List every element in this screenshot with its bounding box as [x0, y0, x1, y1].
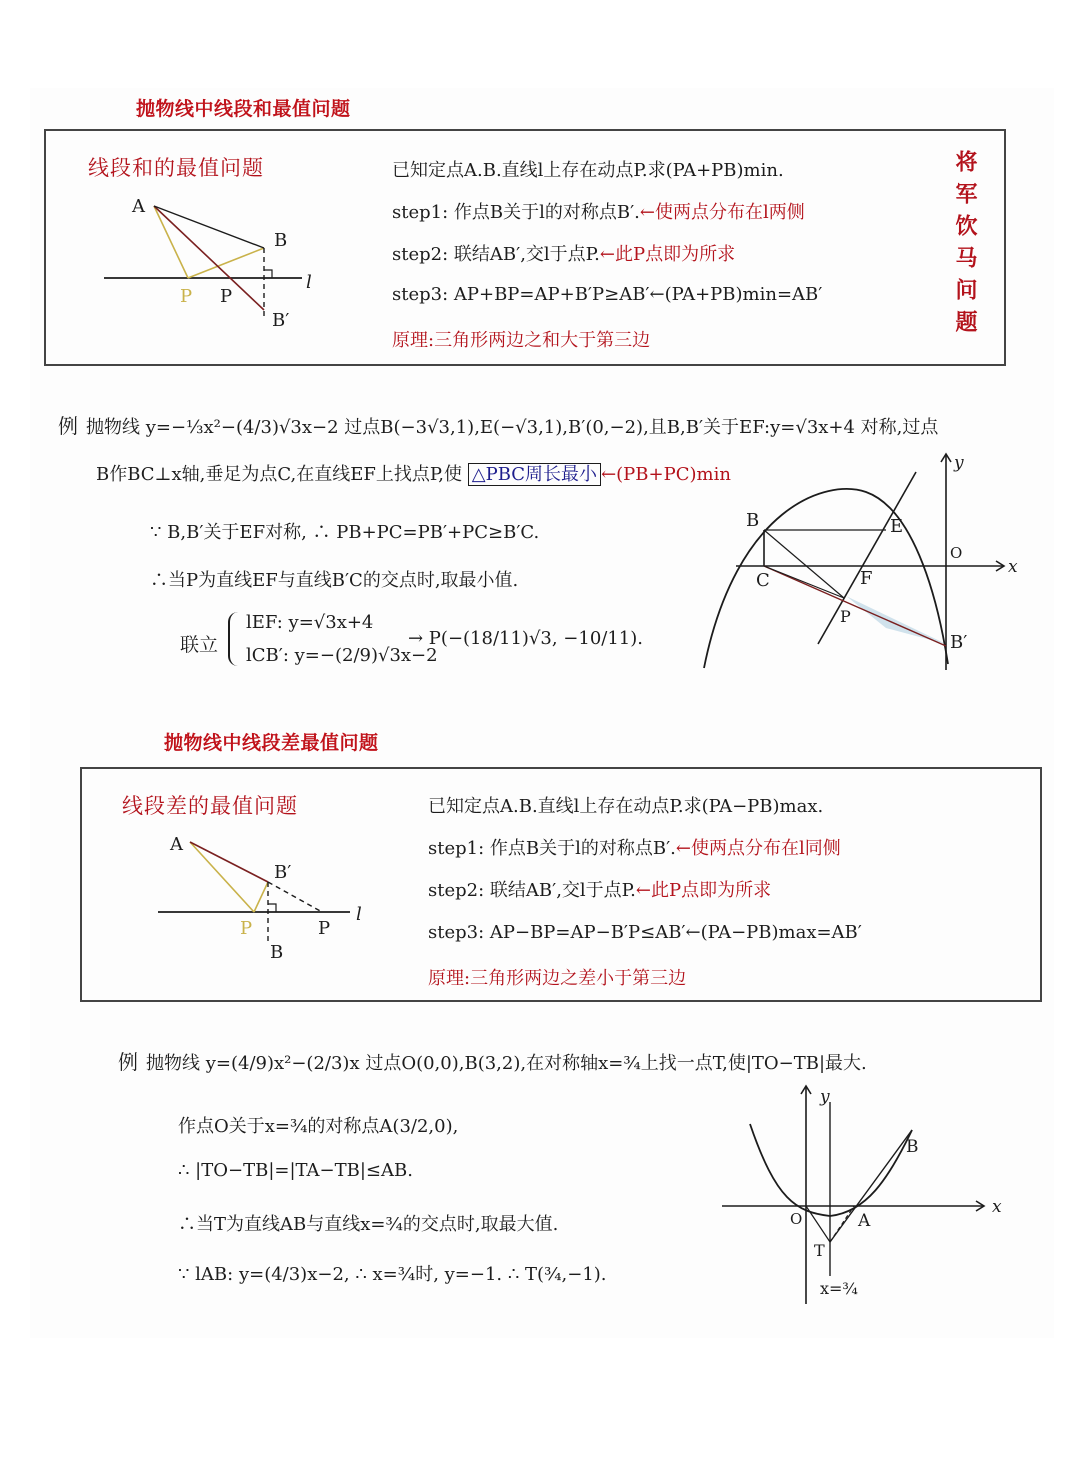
- label-p: P: [220, 286, 233, 307]
- label-symmetry-axis: x=¾: [820, 1279, 858, 1298]
- segment-sum-diagram: [96, 190, 336, 340]
- label-f: F: [860, 568, 873, 589]
- section1-principle: 原理:三角形两边之和大于第三边: [392, 330, 651, 351]
- label-x: x: [1008, 557, 1018, 577]
- segment-c-p: [764, 566, 844, 598]
- label-b: B: [270, 942, 284, 963]
- parabola-curve: [750, 1124, 912, 1216]
- example2-parabola-graph: [716, 1080, 1016, 1310]
- section1-step3-text: step3: AP+BP=AP+B′P≥AB′: [392, 284, 650, 305]
- example1-prefix: 例: [58, 414, 78, 438]
- segment-b-p: [764, 530, 844, 598]
- section2-step3-note: ←(PA−PB)max=AB′: [685, 922, 862, 943]
- section2-step1-note: ←使两点分布在l同侧: [675, 838, 841, 859]
- shaded-region: [764, 530, 946, 644]
- label-a: A: [858, 1211, 871, 1231]
- section1-step2: [392, 240, 735, 266]
- example1-line1-text: 抛物线 y=−⅓x²−(4/3)√3x−2 过点B(−3√3,1),E(−√3,1),B′(0,−2),且B,B′关于EF:y=√3x+4 对称,过点: [86, 417, 939, 438]
- example2-step2: ∴ |TO−TB|=|TA−TB|≤AB.: [178, 1160, 413, 1181]
- side-word-general-horse: 将军饮马问题: [952, 150, 978, 342]
- section2-step1: [428, 834, 841, 860]
- example2-line1-text: 抛物线 y=(4/9)x²−(2/3)x 过点O(0,0),B(3,2),在对称轴x=¾上找一点T,使|TO−TB|最大.: [146, 1053, 867, 1074]
- right-angle-mark: [264, 270, 272, 278]
- example2-step4: ∵ lAB: y=(4/3)x−2, ∴ x=¾时, y=−1. ∴ T(¾,−1).: [178, 1264, 607, 1285]
- label-l: l: [356, 904, 362, 925]
- section2-step2-note: ←此P点即为所求: [635, 880, 772, 901]
- section2-step2-text: step2: 联结AB′,交l于点P.: [428, 880, 636, 901]
- example1-eq1: lEF: y=√3x+4: [246, 612, 374, 633]
- label-a: A: [170, 834, 183, 855]
- section2-title: 抛物线中线段差最值问题: [164, 732, 379, 754]
- example1-reason2: ∴当P为直线EF与直线B′C的交点时,取最小值.: [150, 570, 519, 591]
- example1-reason1: ∵ B,B′关于EF对称, ∴ PB+PC=PB′+PC≥B′C.: [150, 522, 540, 543]
- section2-step3-text: step3: AP−BP=AP−B′P≤AB′: [428, 922, 686, 943]
- label-p: P: [318, 918, 331, 939]
- section1-step1-note: ←使两点分布在l两侧: [639, 202, 805, 223]
- example1-line2: [96, 460, 731, 486]
- example1-highlight-note: ←(PB+PC)min: [601, 464, 731, 485]
- section1-step3: [392, 284, 822, 305]
- example2-step1: 作点O关于x=¾的对称点A(3/2,0),: [178, 1116, 459, 1137]
- example1-line1: [58, 410, 938, 439]
- section1-step3-note: ←(PA+PB)min=AB′: [649, 284, 823, 305]
- example2-prefix: 例: [118, 1050, 138, 1074]
- example1-joint-label: 联立: [180, 634, 219, 656]
- section1-title: 抛物线中线段和最值问题: [136, 98, 351, 120]
- section1-step1-text: step1: 作点B关于l的对称点B′.: [392, 202, 640, 223]
- label-b: B: [274, 230, 288, 251]
- system-brace: [228, 612, 244, 666]
- example1-highlight: △PBC周长最小: [468, 463, 601, 486]
- segment-a-p-yellow: [190, 842, 254, 912]
- segment-a-bprime: [154, 206, 264, 310]
- label-p-yellow: P: [180, 286, 193, 307]
- label-x: x: [992, 1197, 1002, 1217]
- section1-step1: [392, 198, 805, 224]
- label-p-yellow: P: [240, 918, 253, 939]
- label-e: E: [890, 516, 904, 537]
- label-a: A: [132, 196, 145, 217]
- right-angle-mark: [268, 904, 276, 912]
- line-ab: [830, 1130, 912, 1242]
- label-origin: O: [790, 1210, 803, 1228]
- section2-box-title: 线段差的最值问题: [122, 794, 298, 818]
- section2-given: 已知定点A.B.直线l上存在动点P.求(PA−PB)max.: [428, 796, 824, 817]
- segment-a-bprime: [190, 842, 268, 882]
- section2-principle: 原理:三角形两边之差小于第三边: [428, 968, 687, 989]
- label-p: P: [840, 607, 851, 626]
- label-b-prime: B′: [274, 862, 292, 883]
- segment-p-bprime-yellow: [254, 882, 268, 912]
- label-b-prime: B′: [950, 632, 968, 653]
- label-b: B: [906, 1137, 919, 1157]
- parabola-curve: [704, 489, 948, 668]
- segment-difference-diagram: [150, 826, 380, 966]
- label-origin: O: [950, 544, 963, 562]
- label-y: y: [820, 1087, 830, 1107]
- example1-eq2: lCB′: y=−(2/9)√3x−2: [246, 645, 438, 666]
- label-b-prime: B′: [272, 310, 290, 331]
- label-t: T: [814, 1241, 825, 1260]
- label-b: B: [746, 510, 760, 531]
- label-l: l: [306, 272, 312, 293]
- example1-parabola-graph: [696, 448, 1026, 676]
- section1-step2-text: step2: 联结AB′,交l于点P.: [392, 244, 600, 265]
- section2-step3: [428, 922, 862, 943]
- section1-box-title: 线段和的最值问题: [88, 156, 264, 180]
- example2-line1: [118, 1046, 867, 1075]
- example2-step3: ∴当T为直线AB与直线x=¾的交点时,取最大值.: [178, 1214, 559, 1235]
- section2-step1-text: step1: 作点B关于l的对称点B′.: [428, 838, 676, 859]
- example1-line2-text: B作BC⊥x轴,垂足为点C,在直线EF上找点P,使: [96, 464, 463, 485]
- section1-given: 已知定点A.B.直线l上存在动点P.求(PA+PB)min.: [392, 160, 784, 181]
- section2-step2: [428, 876, 771, 902]
- example1-result: → P(−(18/11)√3, −10/11).: [408, 628, 644, 649]
- segment-o-t: [806, 1206, 830, 1242]
- label-c: C: [756, 570, 770, 591]
- section1-step2-note: ←此P点即为所求: [599, 244, 736, 265]
- line-ef: [818, 472, 916, 644]
- label-y: y: [954, 453, 964, 473]
